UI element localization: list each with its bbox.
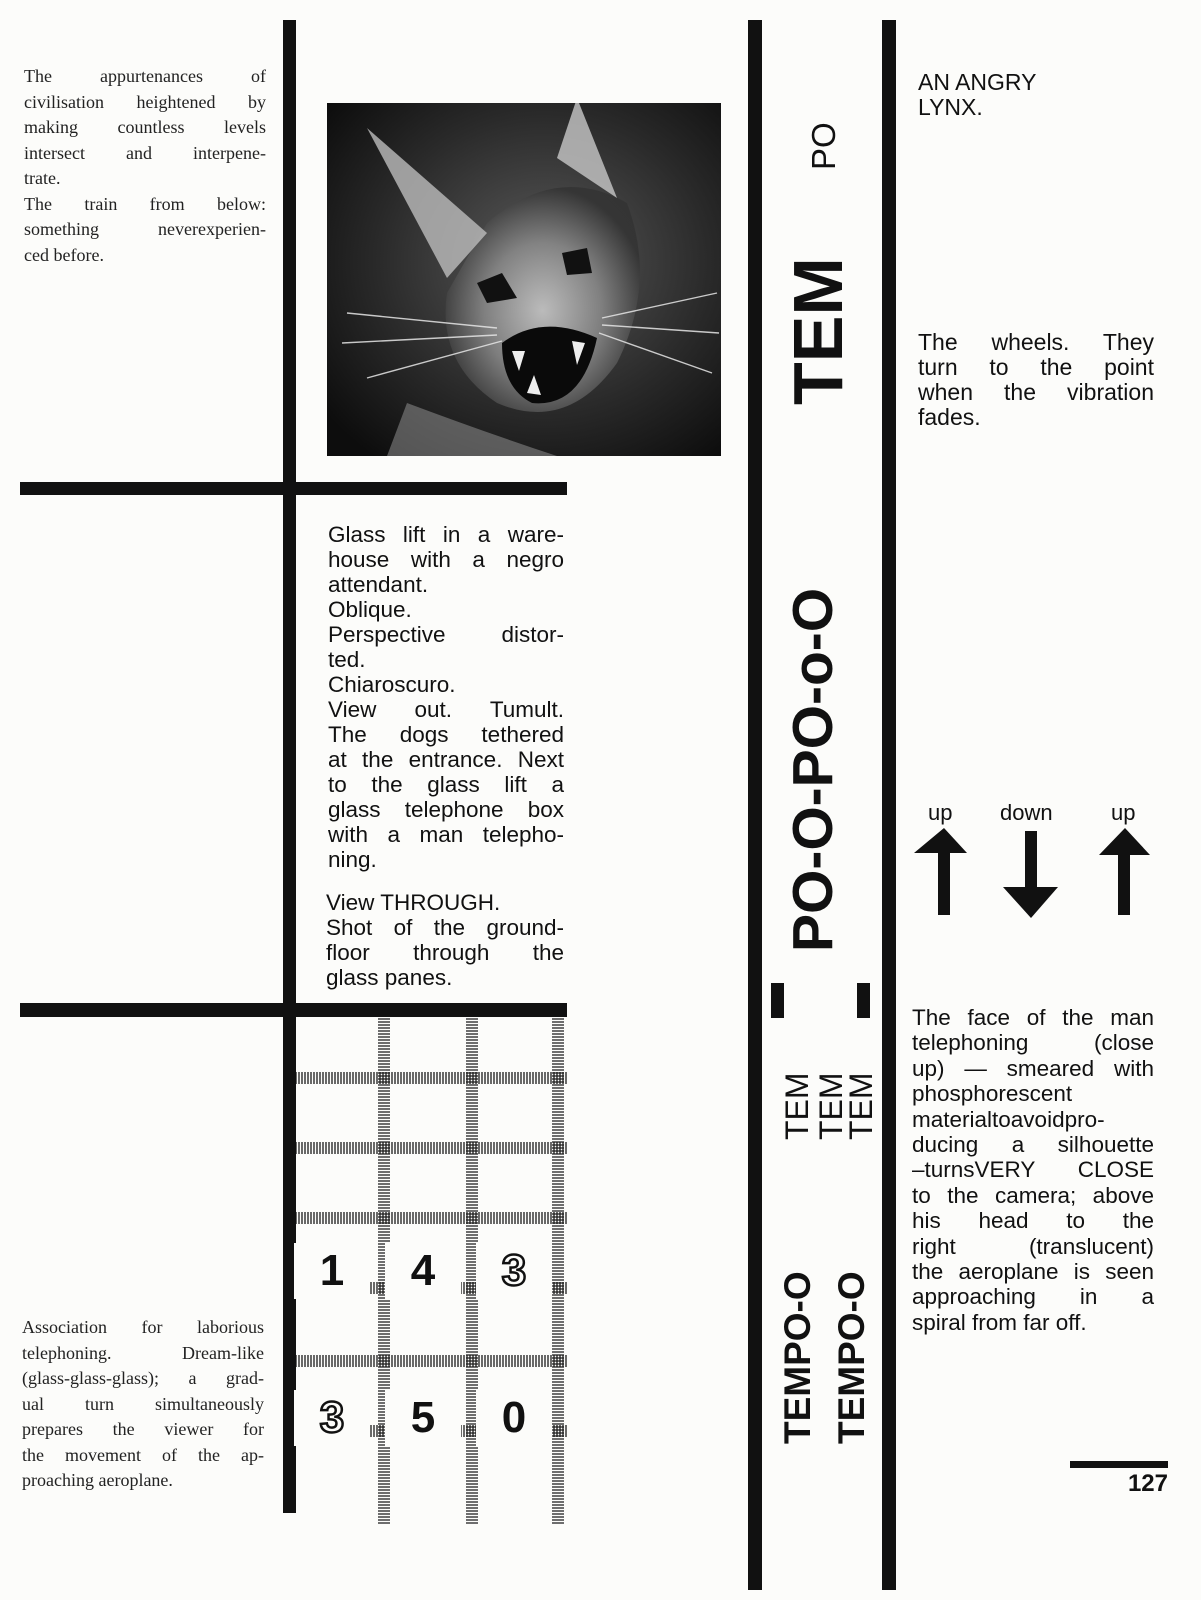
- grid-number: 1: [294, 1243, 370, 1299]
- arrow-label-up-1: up: [928, 800, 953, 825]
- vertical-text-tem-col2b: TEM: [843, 1072, 879, 1140]
- photo-caption: AN ANGRY LYNX.: [918, 69, 1037, 120]
- vertical-text-po-main: PO-O-PO-o-O: [781, 587, 845, 952]
- grid-number: 5: [385, 1390, 461, 1446]
- dash-mark: [857, 983, 870, 1018]
- middle-paragraph-glass-lift: Glass lift in a ware- house with a negro attendant. Oblique. Perspective distor- ted. Chiaroscuro. View out. Tumult. The dogs tethered at the entrance. Next to the glass lift a glass telephone box with a man telepho- ning.: [328, 522, 564, 872]
- dash-mark: [771, 983, 784, 1018]
- vertical-rule-typography-right: [882, 20, 896, 1590]
- left-bottom-paragraph: Association for laborious telephoning. Dream-like (glass-glass-glass); a grad- ual turn simultaneously prepares the viewer for the movement of the ap- proaching aeroplane.: [22, 1317, 264, 1490]
- lynx-illustration-icon: [327, 103, 721, 456]
- left-top-paragraph: The appurtenances of civilisation heightened by making countless levels intersect and interpene- trate. The train from below: something neverexperien- ced before.: [24, 66, 266, 265]
- grid-number: 0: [476, 1390, 552, 1446]
- arrow-down-icon: [1003, 831, 1058, 918]
- arrow-up-icon: [1099, 828, 1150, 915]
- page-number-rule: [1070, 1461, 1168, 1468]
- middle-paragraph-view-through: View THROUGH. Shot of the ground- floor through the glass panes.: [326, 890, 564, 990]
- arrow-group: [910, 825, 1160, 920]
- grid-number: 4: [385, 1243, 461, 1299]
- grid-number: 3: [294, 1390, 370, 1446]
- arrow-label-up-2: up: [1111, 800, 1136, 825]
- horizontal-rule-middle: [20, 1003, 567, 1017]
- right-paragraph-face: The face of the man telephoning (close up) — smeared with phosphorescent materialtoavoidpro- ducing a silhouette –turnsVERY CLOSE to the camera; above his head to the right (translucent) the aeroplane is seen approaching in a spiral from far off.: [912, 1005, 1154, 1335]
- lynx-photo: [327, 103, 721, 456]
- grid-number: 3: [476, 1243, 552, 1299]
- vertical-text-tem-col2a: TEM: [813, 1072, 849, 1140]
- right-paragraph-wheels: The wheels. They turn to the point when the vibration fades.: [918, 329, 1154, 430]
- arrow-label-down: down: [1000, 800, 1053, 825]
- arrow-up-icon: [914, 828, 967, 915]
- vertical-text-tempo-1: TEMPO-O: [777, 1271, 818, 1444]
- page-number: 127: [1127, 1470, 1168, 1497]
- vertical-text-tempo-2: TEMPO-O: [831, 1271, 872, 1444]
- horizontal-rule-top: [20, 482, 567, 495]
- vertical-text-po-small: PO: [805, 122, 842, 170]
- vertical-text-tem-big: TEM: [779, 257, 857, 405]
- vertical-rule-typography-left: [748, 20, 762, 1590]
- vertical-text-tem-col1: TEM: [779, 1072, 815, 1140]
